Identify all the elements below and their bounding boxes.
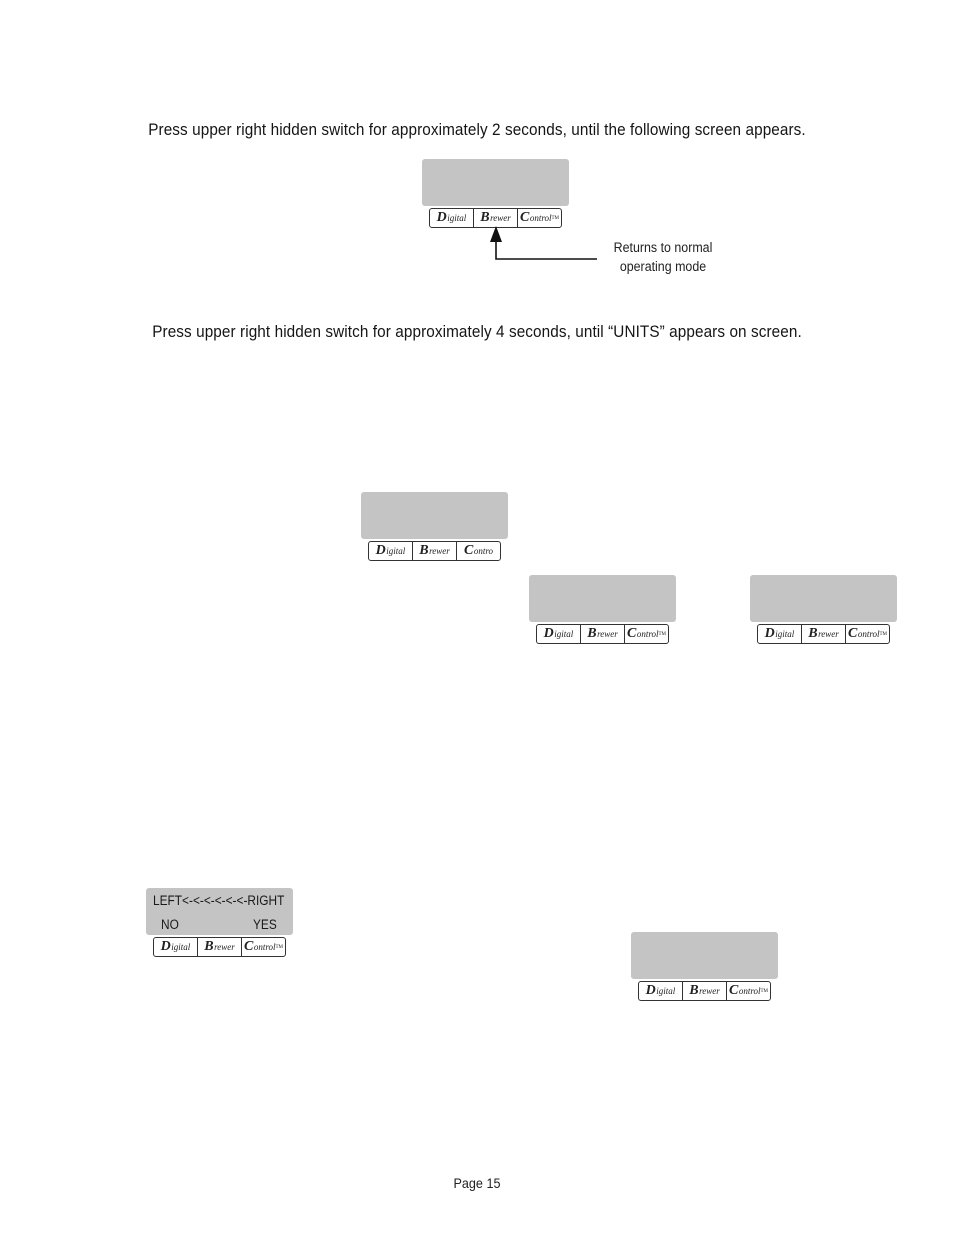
lcd-screen bbox=[529, 575, 676, 622]
confirm-line-1: LEFT<-<-<-<-<-<-RIGHT bbox=[153, 893, 285, 908]
callout-line-1: Returns to normal bbox=[613, 240, 713, 255]
page-number: Page 15 bbox=[453, 1175, 501, 1191]
arrow-head-icon bbox=[490, 226, 502, 242]
brand-strip bbox=[757, 624, 890, 644]
brand-brewer[interactable]: B rewer bbox=[682, 982, 726, 1000]
callout-text bbox=[603, 238, 723, 276]
brand-digital[interactable]: D igital bbox=[375, 543, 406, 558]
callout-line bbox=[496, 240, 597, 259]
brand-strip bbox=[638, 981, 771, 1001]
brand-digital[interactable]: D igital bbox=[764, 626, 795, 641]
instruction-step-1: Press upper right hidden switch for approximately 2 seconds, until the following screen appears. bbox=[148, 120, 806, 139]
brand-control[interactable]: C ontrol TM bbox=[845, 625, 889, 643]
brand-brewer[interactable]: B rewer bbox=[473, 209, 517, 227]
callout-line-2: operating mode bbox=[619, 259, 707, 274]
callout-arrow bbox=[0, 0, 954, 300]
brand-strip bbox=[368, 541, 501, 561]
confirm-no-label[interactable]: NO bbox=[161, 917, 179, 932]
lcd-screen bbox=[361, 492, 508, 539]
brand-control[interactable]: C ontrol TM bbox=[241, 938, 285, 956]
brand-control[interactable]: C ontrol TM bbox=[624, 625, 668, 643]
brand-brewer[interactable]: B rewer bbox=[412, 542, 456, 560]
brand-control[interactable]: C ontrol TM bbox=[726, 982, 770, 1000]
brand-digital[interactable]: D igital bbox=[645, 983, 676, 998]
confirm-yes-label[interactable]: YES bbox=[253, 917, 277, 932]
brand-brewer[interactable]: B rewer bbox=[801, 625, 845, 643]
brand-digital[interactable]: D igital bbox=[543, 626, 574, 641]
brand-strip bbox=[536, 624, 669, 644]
brand-digital[interactable]: D igital bbox=[436, 210, 467, 225]
lcd-screen bbox=[146, 888, 293, 935]
brand-brewer[interactable]: B rewer bbox=[197, 938, 241, 956]
instruction-step-2: Press upper right hidden switch for approximately 4 seconds, until “UNITS” appears on screen. bbox=[152, 322, 802, 341]
lcd-screen bbox=[631, 932, 778, 979]
brand-digital[interactable]: D igital bbox=[160, 939, 191, 954]
brand-control[interactable]: C ontro bbox=[456, 542, 500, 560]
brand-control[interactable]: C ontrol TM bbox=[517, 209, 561, 227]
lcd-screen bbox=[750, 575, 897, 622]
brand-brewer[interactable]: B rewer bbox=[580, 625, 624, 643]
brand-strip bbox=[153, 937, 286, 957]
